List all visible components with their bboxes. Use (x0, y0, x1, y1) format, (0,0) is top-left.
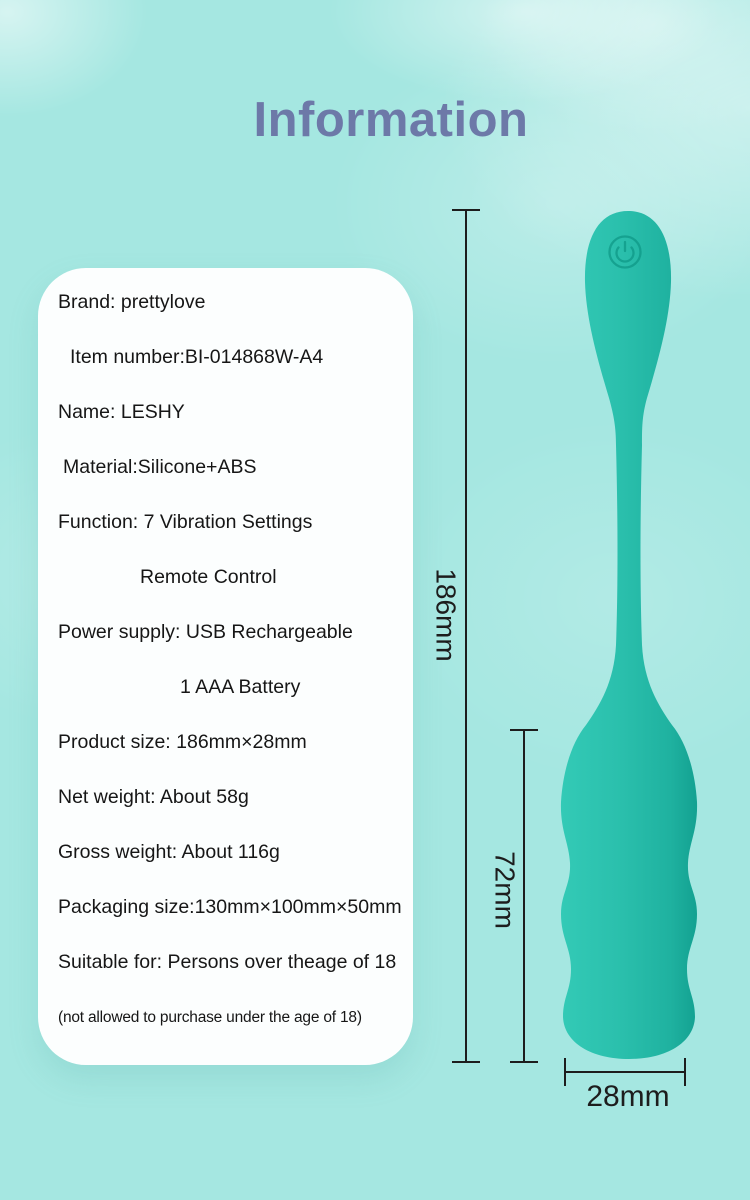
spec-row-item-number: Item number:BI-014868W-A4 (70, 346, 324, 368)
spec-row-power-supply: Power supply: USB Rechargeable (58, 621, 353, 643)
spec-card (38, 268, 413, 1065)
spec-row-product-size: Product size: 186mm×28mm (58, 731, 307, 753)
spec-row-battery: 1 AAA Battery (180, 676, 301, 698)
product-body (561, 211, 697, 1059)
height-dimension-label: 186mm (430, 568, 462, 662)
width-dimension-label: 28mm (586, 1080, 670, 1113)
spec-row-net-weight: Net weight: About 58g (58, 786, 249, 808)
spec-row-suitable-for: Suitable for: Persons over theage of 18 (58, 951, 397, 973)
page-title: Information (253, 93, 529, 147)
spec-row-gross-weight: Gross weight: About 116g (58, 841, 280, 863)
product-illustration (420, 190, 750, 1150)
spec-row-function: Function: 7 Vibration Settings (58, 511, 313, 533)
spec-row-name: Name: LESHY (58, 401, 185, 423)
spec-row-packaging-size: Packaging size:130mm×100mm×50mm (58, 896, 402, 918)
spec-row-age-note: (not allowed to purchase under the age of 18) (58, 1009, 362, 1026)
spec-row-brand: Brand: prettylove (58, 291, 206, 313)
spec-row-material: Material:Silicone+ABS (63, 456, 257, 478)
spec-row-remote-control: Remote Control (140, 566, 277, 588)
egg-height-dimension-label: 72mm (489, 851, 521, 929)
